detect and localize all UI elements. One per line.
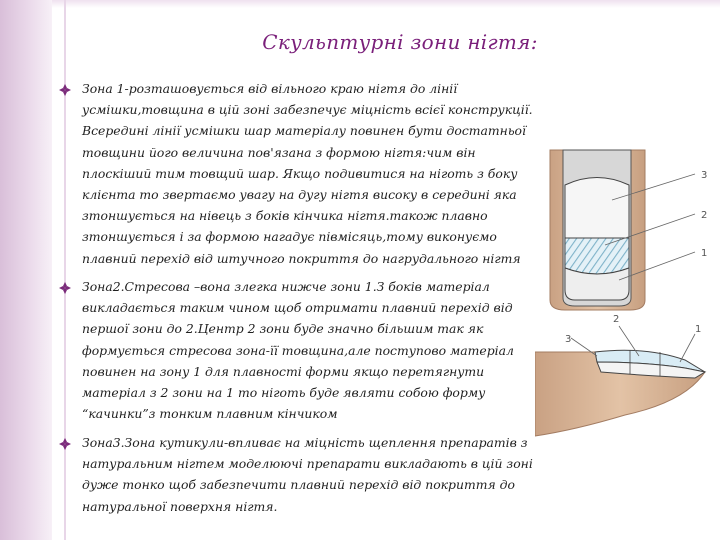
label-side-1: 1: [695, 324, 702, 335]
slide-title: Скульптурні зони нігтя:: [262, 30, 538, 54]
diamond-bullet-icon: [58, 82, 72, 96]
bullet-text: Зона3.Зона кутикули-впливає на міцність щеплення препаратів з натуральним нігтем моделюючі препарати викладають в цій зоні дуже тонко щоб забезпечити плавний перехід від покриття до натуральної поверхня нігтя.: [82, 435, 533, 514]
nail-zones-diagram: [535, 140, 715, 490]
label-side-2: 2: [613, 314, 620, 325]
bullet-item-zone-1: [58, 78, 538, 269]
diamond-bullet-icon: [58, 280, 72, 294]
label-top-1: 1: [701, 248, 708, 259]
bullet-item-zone-2: [58, 276, 538, 424]
bullet-text: Зона2.Стресова –вона злегка нижче зони 1.З боків матеріал викладається таким чином щоб отримати плавний перехід від першої зони до 2.Центр 2 зони буде значно більшим так як формується стресова зона-її товщина,але поступово матеріал повинен на зону 1 для плавності форми якщо перетягнути матеріал з 2 зони на 1 то ніготь буде являти собою форму “качинки”з тонким плавним кінчиком: [82, 279, 514, 422]
finger-side-view: [535, 326, 705, 436]
top-decoration-band: [0, 0, 720, 8]
bullet-text: Зона 1-розташовується від вільного краю нігтя до лінії усмішки,товщина в цій зоні забезпечує міцність всієї конструкції. Всередині лінії усмішки шар матеріалу повинен бути достатньої товщини його величина пов'язана з формою нігтя:чим він плоскіший тим товщий шар. Якщо подивитися на ніготь з боку клієнта то звертаємо увагу на дугу нігтя високу в середині яка зтоншується на нівець з боків кінчика нігтя.також плавно зтоншується і за формою нагадує півмісяць,тому виконуємо плавний перехід від штучного покриття до нагрудального нігтя: [82, 81, 533, 266]
label-side-3: 3: [565, 334, 572, 345]
label-top-2: 2: [701, 210, 708, 221]
finger-top-view: [550, 150, 695, 310]
label-top-3: 3: [701, 170, 708, 181]
bullet-item-zone-3: [58, 432, 538, 517]
diamond-bullet-icon: [58, 436, 72, 450]
left-decoration-band: [0, 0, 52, 540]
